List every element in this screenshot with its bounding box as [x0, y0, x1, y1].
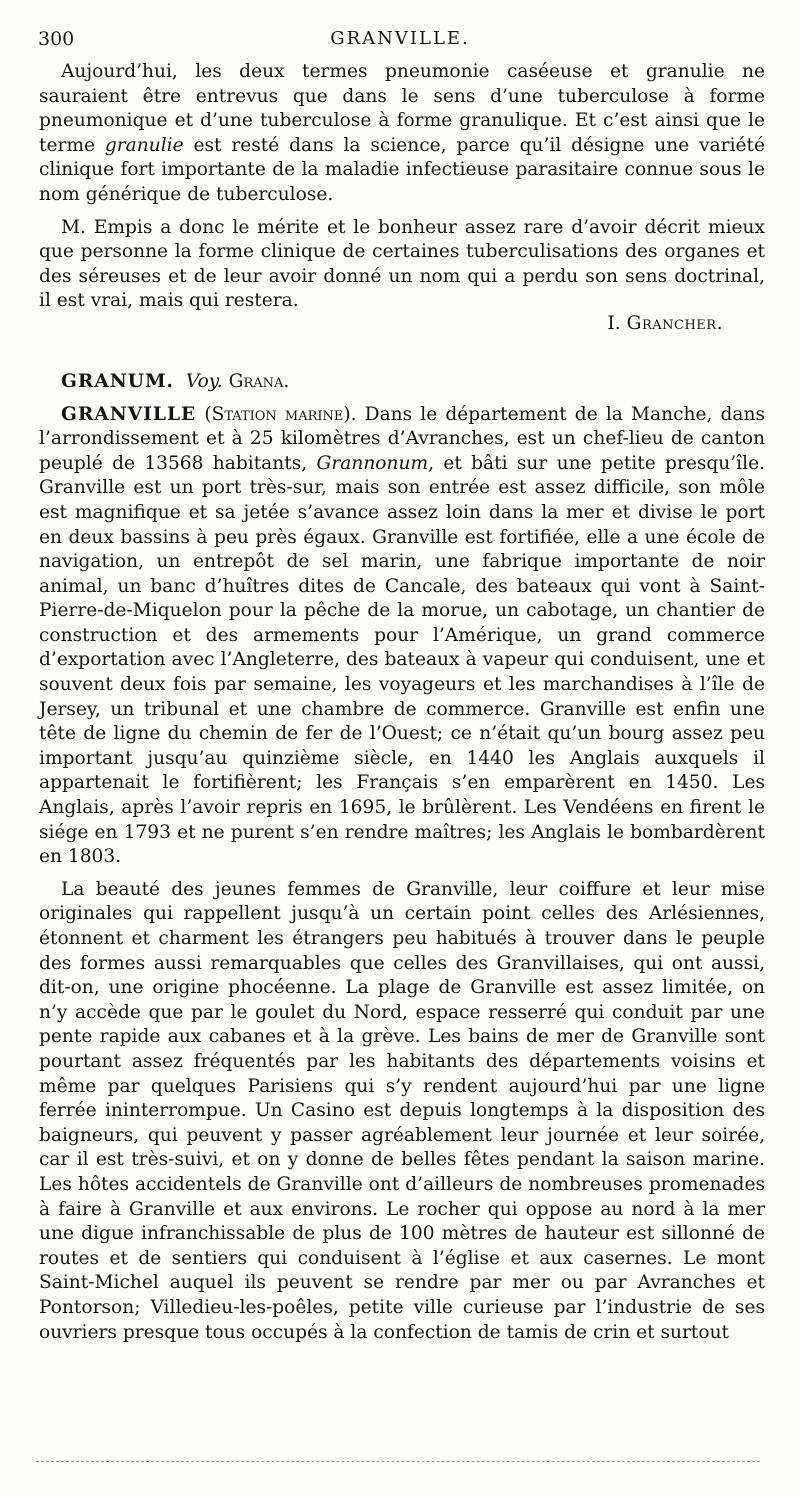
paragraph-granulie-tail: est resté dans la science, parce qu’il désigne une variété clinique fort importante de la maladie infectieuse parasitaire connue sous le nom générique de tuberculose. [39, 134, 766, 205]
page-header [38, 28, 762, 54]
author-signature [39, 312, 723, 336]
paragraph-beaute: La beauté des jeunes femmes de Granville, leur coiffure et leur mise originales qui rappellent jusqu’à un certain point celles des Arlésiennes, étonnent et charment les étrangers peu habitués à trouver dans le peuple des formes aussi remarquables que celles des Granvillaises, qui ont aussi, dit-on, une origine phocéenne. La plage de Granville est assez limitée, on n’y accède que par le goulet du Nord, espace resserré qui conduit par une pente rapide aux cabanes et à la grève. Les bains de mer de Granville sont pourtant assez fréquentés par les habitants des départements voisins et même par quelques Parisiens qui s’y rendent aujourd’hui par une ligne ferrée ininterrompue. Un Casino est depuis longtemps à la disposition des baigneurs, qui peuvent y passer agréablement leur journée et leur soirée, car il est très-suivi, et on y donne de belles fêtes pendant la saison marine. Les hôtes accidentels de Granville ont d’ailleurs de nombreuses promenades à faire à Granville et aux environs. Le rocher qui oppose au nord à la mer une digue infranchissable de plus de 100 mètres de hauteur est sillonné de routes et de sentiers qui conduisent à l’église et aux casernes. Le mont Saint-Michel auquel ils peuvent se rendre par mer ou par Avranches et Pontorson; Villedieu-les-poêles, petite ville curieuse par l’industrie de ses ouvriers presque tous occupés à la confection de tamis de crin et surtout [39, 878, 765, 1343]
paragraph-granulie-text: Aujourd’hui, les deux termes pneumonie caséeuse et granulie ne sauraient être entrevus que dans le sens d’une tuberculose à forme pneumonique et d’une tuberculose à forme granulique. Et c’est ainsi que le terme [39, 61, 765, 156]
granville-text-a: Dans le département de la Manche, dans l’arrondissement et à 25 kilomètres d’Avranches, est un chef-lieu de canton peuplé de 13568 habitants, [39, 403, 765, 474]
entry-granville [39, 403, 765, 870]
granville-text-b: , et bâti sur une petite presqu’île. Granville est un port très-sur, mais son entrée est assez difficile, son môle est magnifique et sa jetée s’avance assez loin dans la mer et divise le port en deux bassins à peu près égaux. Granville est fortifiée, elle a une école de navigation, un entrepôt de sel marin, une fabrique importante de noir animal, un banc d’huîtres dites de Cancale, des bateaux qui vont à Saint-Pierre-de-Miquelon pour la pêche de la morue, un cabotage, un chantier de construction et des armements pour l’Amérique, un grand commerce d’exportation avec l’Angleterre, des bateaux à vapeur qui conduisent, une et souvent deux fois par semaine, les voyageurs et les marchandises à l’île de Jersey, un tribunal et une chambre de commerce. Granville est enfin une tête de ligne du chemin de fer de l’Ouest; ce n’était qu’un bourg assez peu important jusqu’au quinzième siècle, en 1440 les Anglais auxquels il appartenait le fortifièrent; les Français s’en emparèrent en 1450. Les Anglais, après l’avoir repris en 1695, le brûlèrent. Les Vendéens en firent le siége en 1793 et ne purent s’en rendre maîtres; les Anglais le bombardèrent en 1803. [39, 452, 765, 868]
running-title: GRANVILLE. [330, 28, 470, 49]
station-marine-label: (Station marine). [204, 403, 357, 425]
page-body [39, 60, 765, 1345]
latin-name: Grannonum [316, 452, 429, 474]
footer-rule [36, 1461, 760, 1462]
headword-granville: GRANVILLE [61, 403, 197, 425]
paragraph-granulie [39, 60, 765, 208]
cross-reference-grana: Grana. [228, 370, 290, 392]
entry-granum [39, 370, 765, 395]
signature-initial: I. [607, 312, 621, 334]
granulie-term: granulie [104, 134, 184, 156]
headword-granum: GRANUM. [61, 370, 175, 392]
voy-label: Voy. [185, 370, 223, 392]
signature-name: Grancher. [626, 312, 723, 334]
page-number: 300 [38, 28, 75, 50]
paragraph-empis: M. Empis a donc le mérite et le bonheur assez rare d’avoir décrit mieux que personne la forme clinique de certaines tuberculisations des organes et des séreuses et de leur avoir donné un nom qui a perdu son sens doctrinal, il est vrai, mais qui restera. [39, 216, 765, 312]
